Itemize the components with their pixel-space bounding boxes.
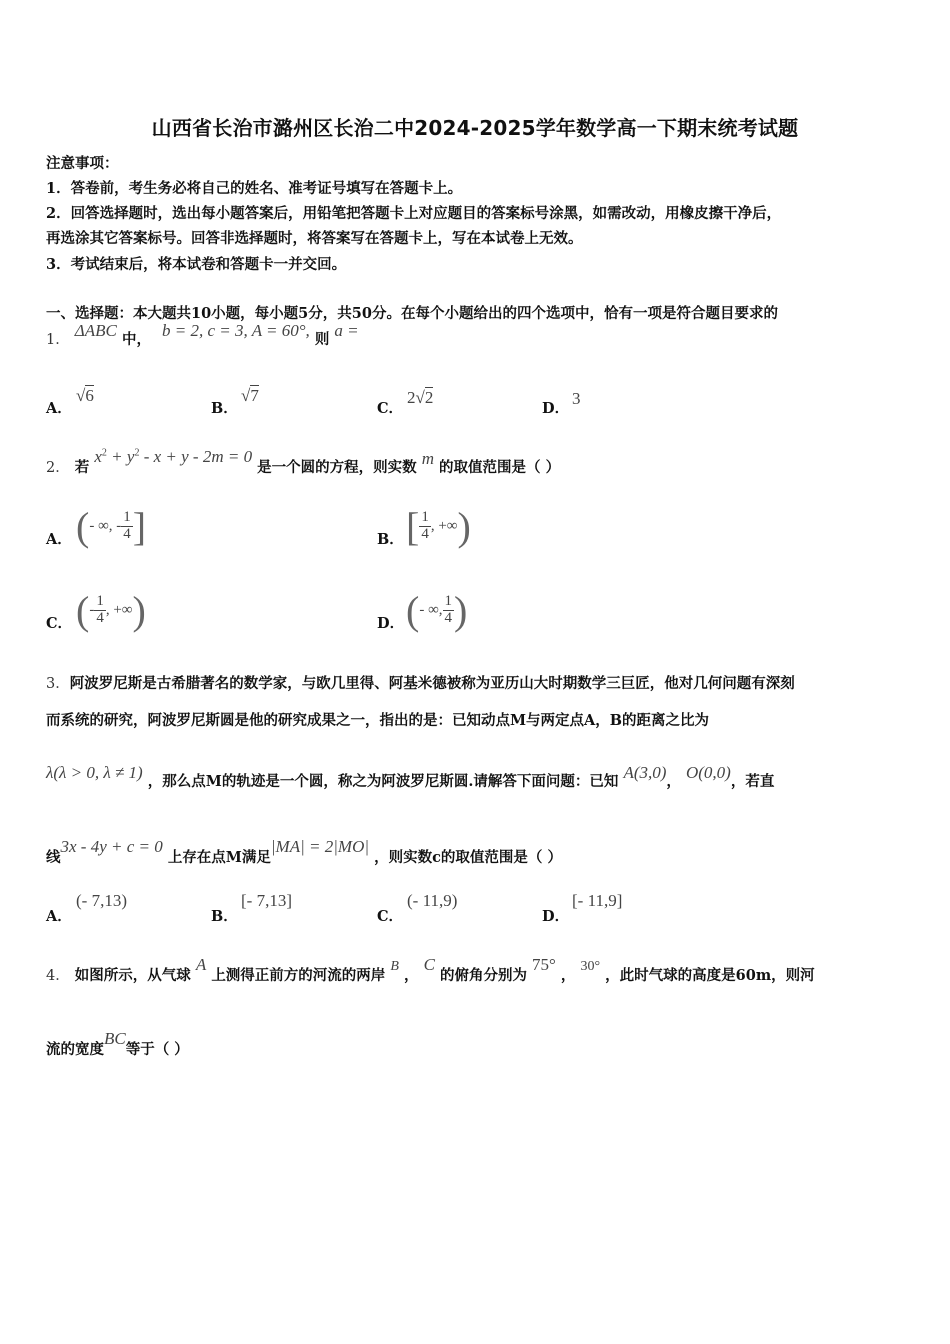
q2-equation: $x^2 + y^2 - x + y - 2m = 0$ xyxy=(94,447,253,466)
q1-option-d-label: D． xyxy=(542,400,570,417)
q1-option-a-value: √6 xyxy=(76,386,94,405)
q4-angle-2: 30° xyxy=(580,959,601,974)
q3-point-a: A(3,0) xyxy=(623,763,667,782)
q3-line-4: 线3x - 4y + c = 0 上存在点M满足|MA| = 2|MO| ，则实数c的取值范围是（ ） xyxy=(46,837,562,866)
notice-item-1: 1．答卷前，考生务必将自己的姓名、准考证号填写在答题卡上。 xyxy=(46,180,463,197)
q2-variable: m xyxy=(421,449,434,468)
q1-option-b-label: B． xyxy=(211,400,238,417)
q2-option-c-value: (- $\frac{1}{4}$ , +∞) xyxy=(76,588,146,633)
q3-option-b-label: B． xyxy=(211,908,238,925)
q3-option-d-value: [- 11,9] xyxy=(572,891,623,910)
q2-option-a-value: (- ∞, - $\frac{1}{4}$ ] xyxy=(76,504,147,549)
q3-line-1: 3．阿波罗尼斯是古希腊著名的数学家，与欧几里得、阿基米德被称为亚历山大时期数学三巨匠，他对几何问题有深刻 xyxy=(46,675,795,692)
notice-item-3: 3．考试结束后，将本试卷和答题卡一并交回。 xyxy=(46,256,347,273)
q1-option-b-value: √7 xyxy=(241,386,259,405)
q1-option-d-value: 3 xyxy=(572,389,581,408)
q1-ask: a = xyxy=(334,321,359,340)
q1-option-c-value: 2√2 xyxy=(407,388,434,407)
q3-option-a-value: (- 7,13) xyxy=(76,891,127,910)
q3-line-2: 而系统的研究，阿波罗尼斯圆是他的研究成果之一，指出的是：已知动点M与两定点A，B的距离之比为 xyxy=(46,712,710,729)
q1-triangle: ΔABC xyxy=(74,321,117,340)
q1-then: 则 xyxy=(314,331,330,348)
q4-line-1: 4． 如图所示，从气球 A 上测得正前方的河流的两岸 B ， C 的俯角分别为 75° ， 30° ，此时气球的高度是60m，则河 xyxy=(46,955,815,984)
notice-item-2a: 2．回答选择题时，选出每小题答案后，用铅笔把答题卡上对应题目的答案标号涂黑，如需改动，用橡皮擦干净后， xyxy=(46,205,782,222)
section-heading: 一、选择题：本大题共10小题，每小题5分，共50分。在每个小题给出的四个选项中，恰有一项是符合题目要求的 xyxy=(46,305,778,322)
q2-option-a-label: A． xyxy=(46,531,72,548)
q1-condition: b = 2, c = 3, A = 60°, xyxy=(162,321,310,340)
q2-post: 的取值范围是（ ） xyxy=(439,459,561,476)
q3-point-o: O(0,0) xyxy=(685,763,731,782)
q3-option-d-label: D． xyxy=(542,908,570,925)
q3-option-b-value: [- 7,13] xyxy=(241,891,292,910)
q4-point-a: A xyxy=(195,955,207,974)
q1-line xyxy=(46,321,359,349)
q1-number: 1． xyxy=(46,332,70,348)
q2-option-b-value: [ $\frac{1}{4}$ , +∞) xyxy=(406,504,471,549)
q4-point-c: C xyxy=(423,955,435,974)
q3-line-equation: 3x - 4y + c = 0 xyxy=(60,837,163,856)
q2-option-c-label: C． xyxy=(46,615,73,632)
q4-angle-1: 75° xyxy=(532,955,556,974)
notice-item-2b: 再选涂其它答案标号。回答非选择题时，将答案写在答题卡上，写在本试卷上无效。 xyxy=(46,230,583,247)
q2-option-d-label: D． xyxy=(377,615,405,632)
q2-pre: 若 xyxy=(74,459,90,476)
q3-line-3: λ(λ > 0, λ ≠ 1) ，那么点M的轨迹是一个圆，称之为阿波罗尼斯圆.请解答下面问题：已知 A(3,0)， O(0,0)，若直 xyxy=(46,763,775,790)
q4-number: 4． xyxy=(46,968,70,984)
q1-option-c-label: C． xyxy=(377,400,404,417)
notice-heading: 注意事项： xyxy=(46,155,119,172)
q4-bc: BC xyxy=(104,1029,126,1048)
q3-option-c-label: C． xyxy=(377,908,404,925)
q1-mid: 中， xyxy=(121,331,151,348)
page-title: 山西省长治市潞州区长治二中2024-2025学年数学高一下期末统考试题 xyxy=(151,116,799,140)
q3-number: 3． xyxy=(46,676,70,692)
q1-option-a-label: A． xyxy=(46,400,72,417)
q2-mid: 是一个圆的方程，则实数 xyxy=(257,459,417,476)
q2-line xyxy=(46,447,561,477)
q4-point-b: B xyxy=(390,959,399,974)
q3-lambda: λ(λ > 0, λ ≠ 1) xyxy=(46,763,143,782)
q2-number: 2． xyxy=(46,460,70,476)
q2-option-b-label: B． xyxy=(377,531,404,548)
q3-option-c-value: (- 11,9) xyxy=(407,891,458,910)
q3-option-a-label: A． xyxy=(46,908,72,925)
q3-condition: |MA| = 2|MO| xyxy=(270,837,370,856)
q2-option-d-value: (- ∞, $\frac{1}{4}$ ) xyxy=(406,588,468,633)
q4-line-2: 流的宽度BC等于（ ） xyxy=(46,1029,189,1058)
